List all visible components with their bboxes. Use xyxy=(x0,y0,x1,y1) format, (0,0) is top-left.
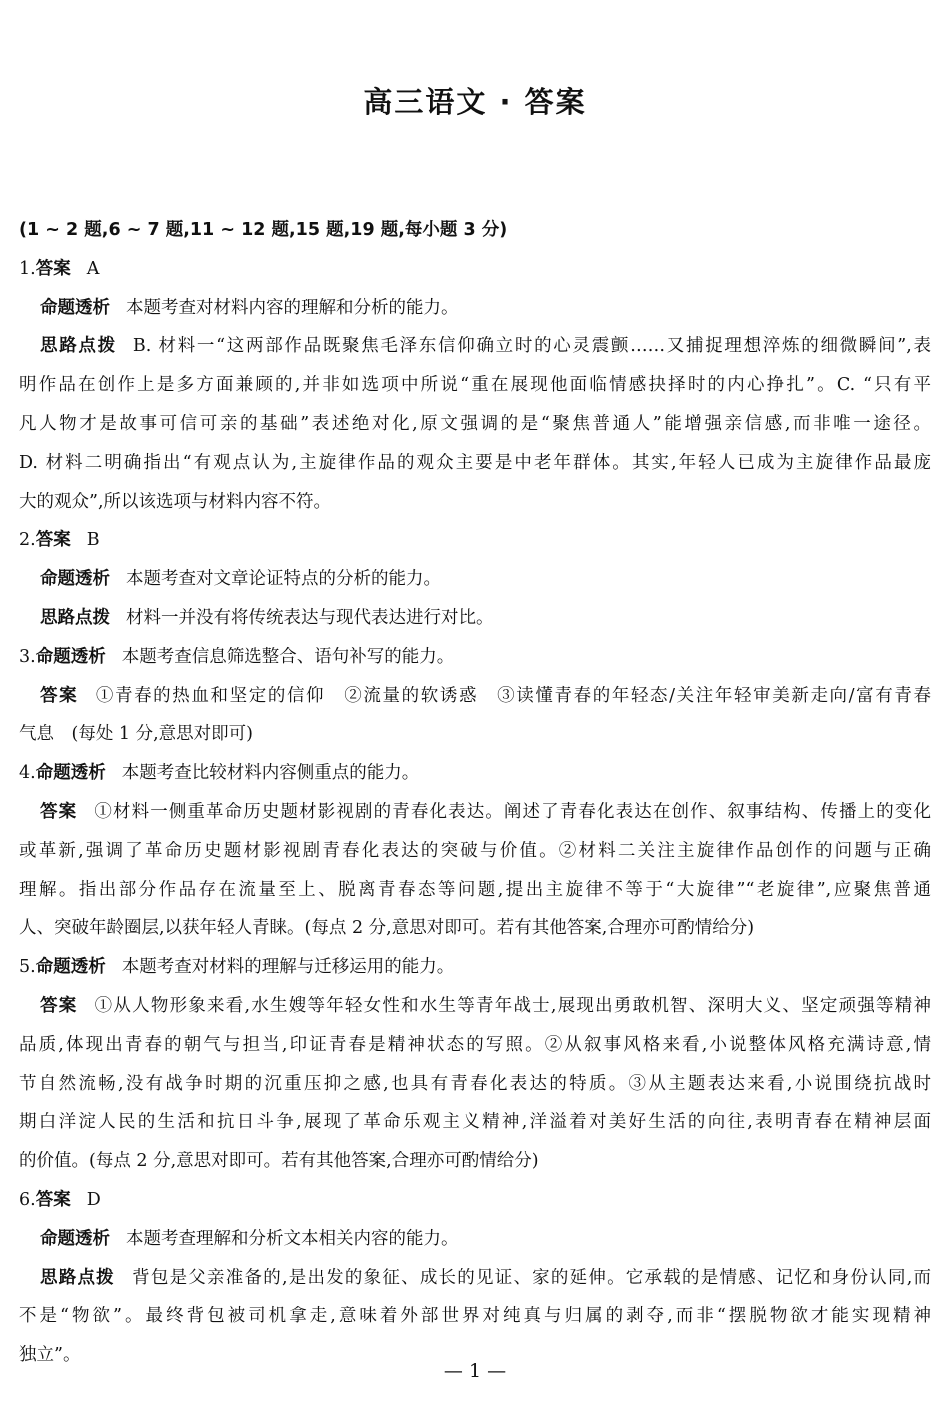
intent-text: 本题考查比较材料内容侧重点的能力。 xyxy=(121,763,420,784)
question-6-hint-line xyxy=(19,1259,931,1298)
question-number: 2. xyxy=(19,530,36,551)
hint-text: 背包是父亲准备的,是出发的象征、成长的见证、家的延伸。它承载的是情感、记忆和身份认同,而 xyxy=(130,1267,931,1288)
question-5-answer-line xyxy=(19,987,931,1026)
intent-label: 命题透析 xyxy=(40,569,110,590)
question-5-answer-line: 节自然流畅,没有战争时期的沉重压抑之感,也具有青春化表达的特质。③从主题表达来看,小说围绕抗战时 xyxy=(19,1073,931,1094)
intent-label: 命题透析 xyxy=(40,297,110,318)
answer-label: 答案 xyxy=(35,1189,71,1210)
question-1-hint-line: 凡人物才是故事可信可亲的基础”表述绝对化,原文强调的是“聚焦普通人”能增强亲信感,而非唯一途径。 xyxy=(19,413,931,434)
question-6-intent xyxy=(19,1220,931,1259)
answer-label: 答案 xyxy=(40,801,78,822)
question-6-hint-line: 独立”。 xyxy=(19,1345,81,1366)
hint-label: 思路点拨 xyxy=(40,336,117,357)
question-3-intent xyxy=(19,638,931,677)
question-1-hint-line: 大的观众”,所以该选项与材料内容不符。 xyxy=(19,491,332,512)
question-number: 4. xyxy=(19,763,36,784)
answer-label: 答案 xyxy=(40,685,79,706)
question-2-answer xyxy=(19,521,931,560)
intent-text: 本题考查对材料的理解与迁移运用的能力。 xyxy=(121,957,455,978)
question-4-answer-line: 人、突破年龄圈层,以获年轻人青睐。(每点 2 分,意思对即可。若有其他答案,合理亦可酌情给分) xyxy=(19,918,755,939)
hint-label: 思路点拨 xyxy=(40,1267,115,1288)
hint-label: 思路点拨 xyxy=(40,607,110,628)
question-1-hint-line: 明作品在创作上是多方面兼顾的,并非如选项中所说“重在展现他面临情感抉择时的内心挣扎”。C. “只有平 xyxy=(19,375,931,396)
question-4-answer-line: 理解。指出部分作品存在流量至上、脱离青春态等问题,提出主旋律不等于“大旋律”“老旋律”,应聚焦普通 xyxy=(19,879,931,900)
question-1-hint-line: D. 材料二明确指出“有观点认为,主旋律作品的观众主要是中老年群体。其实,年轻人已成为主旋律作品最庞 xyxy=(19,452,931,473)
question-number: 6. xyxy=(19,1189,36,1210)
question-5-answer-line: 品质,体现出青春的朝气与担当,印证青春是精神状态的写照。②从叙事风格来看,小说整体风格充满诗意,情 xyxy=(19,1034,931,1055)
question-number: 5. xyxy=(19,957,36,978)
intent-text: 本题考查理解和分析文本相关内容的能力。 xyxy=(126,1228,459,1249)
question-4-answer-line xyxy=(19,793,931,832)
answer-value: A xyxy=(86,258,100,279)
answer-content xyxy=(19,211,931,1375)
intent-label: 命题透析 xyxy=(35,763,106,784)
question-number: 1. xyxy=(19,258,36,279)
question-6-answer xyxy=(19,1181,931,1220)
question-number: 3. xyxy=(19,646,36,667)
question-3-answer-line xyxy=(19,677,931,716)
answer-value: D xyxy=(86,1189,101,1210)
intent-label: 命题透析 xyxy=(35,957,106,978)
intent-text: 本题考查对材料内容的理解和分析的能力。 xyxy=(126,297,459,318)
intent-text: 本题考查对文章论证特点的分析的能力。 xyxy=(126,569,441,590)
hint-text: 材料一并没有将传统表达与现代表达进行对比。 xyxy=(126,607,494,628)
question-5-intent xyxy=(19,948,931,987)
page-number: — 1 — xyxy=(443,1360,507,1382)
answer-text: ①从人物形象来看,水生嫂等年轻女性和水生等青年战士,展现出勇敢机智、深明大义、坚定顽强等精神 xyxy=(93,995,931,1016)
answer-text: ①材料一侧重革命历史题材影视剧的青春化表达。阐述了青春化表达在创作、叙事结构、传播上的变化 xyxy=(93,801,931,822)
hint-text: B. 材料一“这两部作品既聚焦毛泽东信仰确立时的心灵震颤……又捕捉理想淬炼的细微瞬间”,表 xyxy=(132,336,931,357)
question-1-hint-line xyxy=(19,327,931,366)
question-2-hint xyxy=(19,599,931,638)
page-title: 高三语文 · 答案 xyxy=(363,85,587,119)
intent-label: 命题透析 xyxy=(40,1228,110,1249)
answer-text: ①青春的热血和坚定的信仰 ②流量的软诱惑 ③读懂青春的年轻态/关注年轻审美新走向/富有青春 xyxy=(94,685,932,706)
answer-label: 答案 xyxy=(35,530,71,551)
scoring-note: (1 ~ 2 题,6 ~ 7 题,11 ~ 12 题,15 题,19 题,每小题 3 分) xyxy=(19,220,508,240)
intent-text: 本题考查信息筛选整合、语句补写的能力。 xyxy=(121,646,455,667)
question-1-intent xyxy=(19,289,931,328)
question-3-answer-line: 气息 (每处 1 分,意思对即可) xyxy=(19,724,253,745)
question-4-intent xyxy=(19,754,931,793)
intent-label: 命题透析 xyxy=(35,646,106,667)
question-1-answer xyxy=(19,250,931,289)
answer-value: B xyxy=(86,530,100,551)
question-5-answer-line: 的价值。(每点 2 分,意思对即可。若有其他答案,合理亦可酌情给分) xyxy=(19,1151,539,1172)
question-6-hint-line: 不是“物欲”。最终背包被司机拿走,意味着外部世界对纯真与归属的剥夺,而非“摆脱物欲才能实现精神 xyxy=(19,1306,931,1327)
answer-label: 答案 xyxy=(40,995,78,1016)
answer-label: 答案 xyxy=(35,258,71,279)
question-4-answer-line: 或革新,强调了革命历史题材影视剧青春化表达的突破与价值。②材料二关注主旋律作品创作的问题与正确 xyxy=(19,840,931,861)
question-5-answer-line: 期白洋淀人民的生活和抗日斗争,展现了革命乐观主义精神,洋溢着对美好生活的向往,表明青春在精神层面 xyxy=(19,1112,931,1133)
question-2-intent xyxy=(19,560,931,599)
